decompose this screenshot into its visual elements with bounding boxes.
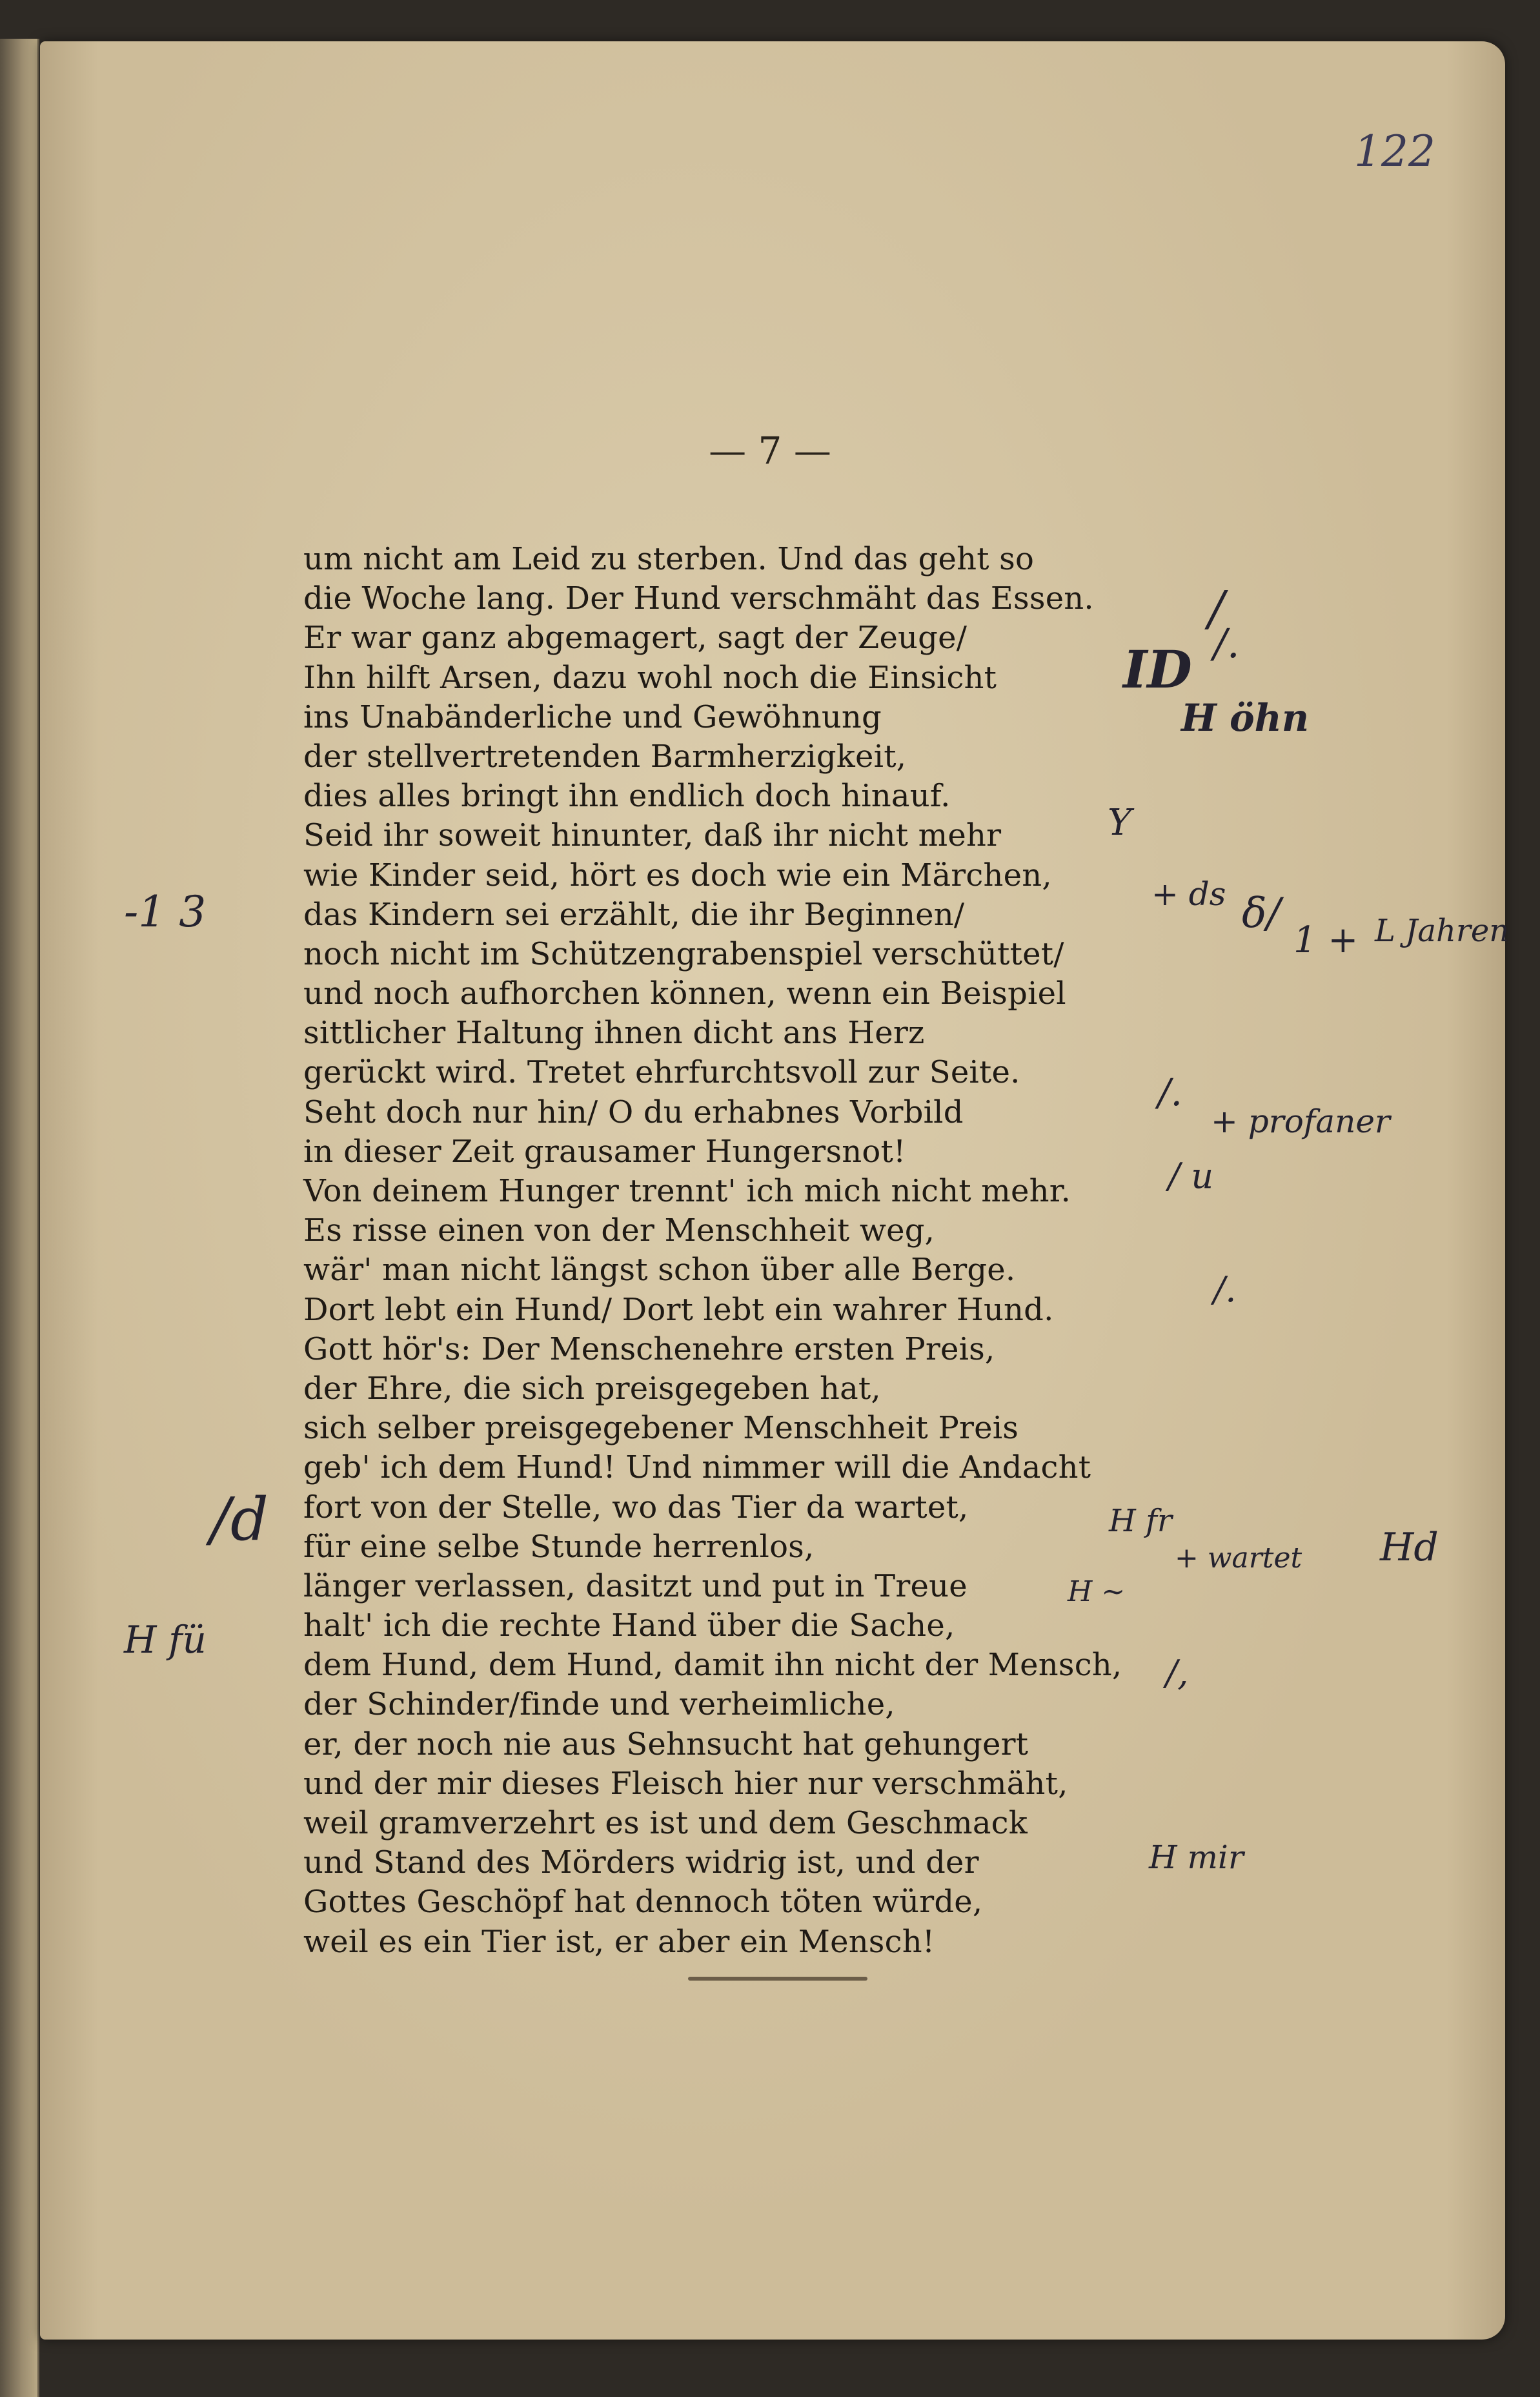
text-line: sittlicher Haltung ihnen dicht ans Herz xyxy=(303,1015,925,1052)
text-line: gerückt wird. Tretet ehrfurchtsvoll zur Seite. xyxy=(303,1054,1020,1091)
text-line: wie Kinder seid, hört es doch wie ein Märchen, xyxy=(303,857,1052,893)
margin-annotation: Hd xyxy=(1380,1525,1439,1570)
margin-annotation: ID xyxy=(1123,639,1192,700)
margin-annotation: δ/ xyxy=(1242,890,1281,937)
poem-text xyxy=(303,540,1272,1962)
margin-annotation: H öhn xyxy=(1181,696,1310,740)
margin-annotation: Y xyxy=(1108,802,1131,844)
margin-annotation: L Jahren xyxy=(1375,913,1510,949)
margin-annotation: + ds xyxy=(1151,875,1226,913)
text-line: noch nicht im Schützengrabenspiel verschüttet/ xyxy=(303,935,1064,972)
margin-annotation: H ~ xyxy=(1068,1575,1126,1608)
margin-annotation: H mir xyxy=(1149,1839,1244,1876)
text-line: der Ehre, die sich preisgegeben hat, xyxy=(303,1370,881,1407)
text-line: Ihn hilft Arsen, dazu wohl noch die Einsicht xyxy=(303,659,997,696)
margin-annotation: /. xyxy=(1213,1269,1237,1310)
text-line: das Kindern sei erzählt, die ihr Beginnen/ xyxy=(303,896,965,933)
margin-annotation: / xyxy=(1208,581,1224,637)
margin-annotation: H fr xyxy=(1109,1503,1172,1539)
text-line: Gott hör's: Der Menschenehre ersten Preis, xyxy=(303,1331,995,1367)
folio-number: 122 xyxy=(1354,127,1435,176)
margin-annotation: 1 + xyxy=(1293,919,1359,961)
text-line: ins Unabänderliche und Gewöhnung xyxy=(303,699,882,735)
text-line: für eine selbe Stunde herrenlos, xyxy=(303,1528,815,1565)
text-line: Dort lebt ein Hund/ Dort lebt ein wahrer Hund. xyxy=(303,1291,1054,1328)
text-line: dies alles bringt ihn endlich doch hinauf. xyxy=(303,778,951,815)
margin-annotation: + profaner xyxy=(1211,1103,1390,1140)
margin-annotation: /d xyxy=(210,1485,268,1554)
text-line: weil gramverzehrt es ist und dem Geschmack xyxy=(303,1805,1028,1841)
end-rule xyxy=(688,1977,867,1981)
text-line: und Stand des Mörders widrig ist, und der xyxy=(303,1844,979,1881)
margin-annotation: -1 3 xyxy=(124,887,207,937)
margin-annotation: / u xyxy=(1168,1156,1214,1196)
text-line: der stellvertretenden Barmherzigkeit, xyxy=(303,738,907,775)
text-line: und der mir dieses Fleisch hier nur verschmäht, xyxy=(303,1765,1068,1802)
margin-annotation: H fü xyxy=(124,1618,207,1662)
text-line: Es risse einen von der Menschheit weg, xyxy=(303,1212,935,1249)
text-line: Seid ihr soweit hinunter, daß ihr nicht mehr xyxy=(303,817,1002,854)
text-line: der Schinder/finde und verheimliche, xyxy=(303,1686,895,1723)
text-line: Von deinem Hunger trennt' ich mich nicht mehr. xyxy=(303,1173,1071,1209)
text-line: Seht doch nur hin/ O du erhabnes Vorbild xyxy=(303,1094,964,1130)
text-line: geb' ich dem Hund! Und nimmer will die Andacht xyxy=(303,1449,1091,1486)
text-line: um nicht am Leid zu sterben. Und das geht so xyxy=(303,541,1035,577)
margin-annotation: /, xyxy=(1166,1653,1189,1693)
text-line: fort von der Stelle, wo das Tier da wartet, xyxy=(303,1489,969,1525)
text-line: die Woche lang. Der Hund verschmäht das Essen. xyxy=(303,580,1094,617)
text-line: weil es ein Tier ist, er aber ein Mensch! xyxy=(303,1923,935,1960)
text-line: sich selber preisgegebener Menschheit Preis xyxy=(303,1410,1019,1447)
text-line: länger verlassen, dasitzt und put in Treue xyxy=(303,1567,968,1604)
margin-annotation: + wartet xyxy=(1175,1542,1302,1575)
text-line: halt' ich die rechte Hand über die Sache, xyxy=(303,1607,955,1644)
margin-annotation: /. xyxy=(1158,1070,1182,1114)
page-number: — 7 — xyxy=(709,429,831,473)
text-line: wär' man nicht längst schon über alle Berge. xyxy=(303,1252,1016,1289)
text-line: Er war ganz abgemagert, sagt der Zeuge/ xyxy=(303,620,968,657)
book-spine xyxy=(0,39,39,2397)
margin-annotation: /. xyxy=(1213,620,1240,667)
text-line: er, der noch nie aus Sehnsucht hat gehungert xyxy=(303,1726,1029,1762)
text-line: und noch aufhorchen können, wenn ein Beispiel xyxy=(303,975,1066,1012)
text-line: in dieser Zeit grausamer Hungersnot! xyxy=(303,1133,906,1170)
text-line: dem Hund, dem Hund, damit ihn nicht der Mensch, xyxy=(303,1647,1122,1684)
text-line: Gottes Geschöpf hat dennoch töten würde, xyxy=(303,1884,983,1921)
